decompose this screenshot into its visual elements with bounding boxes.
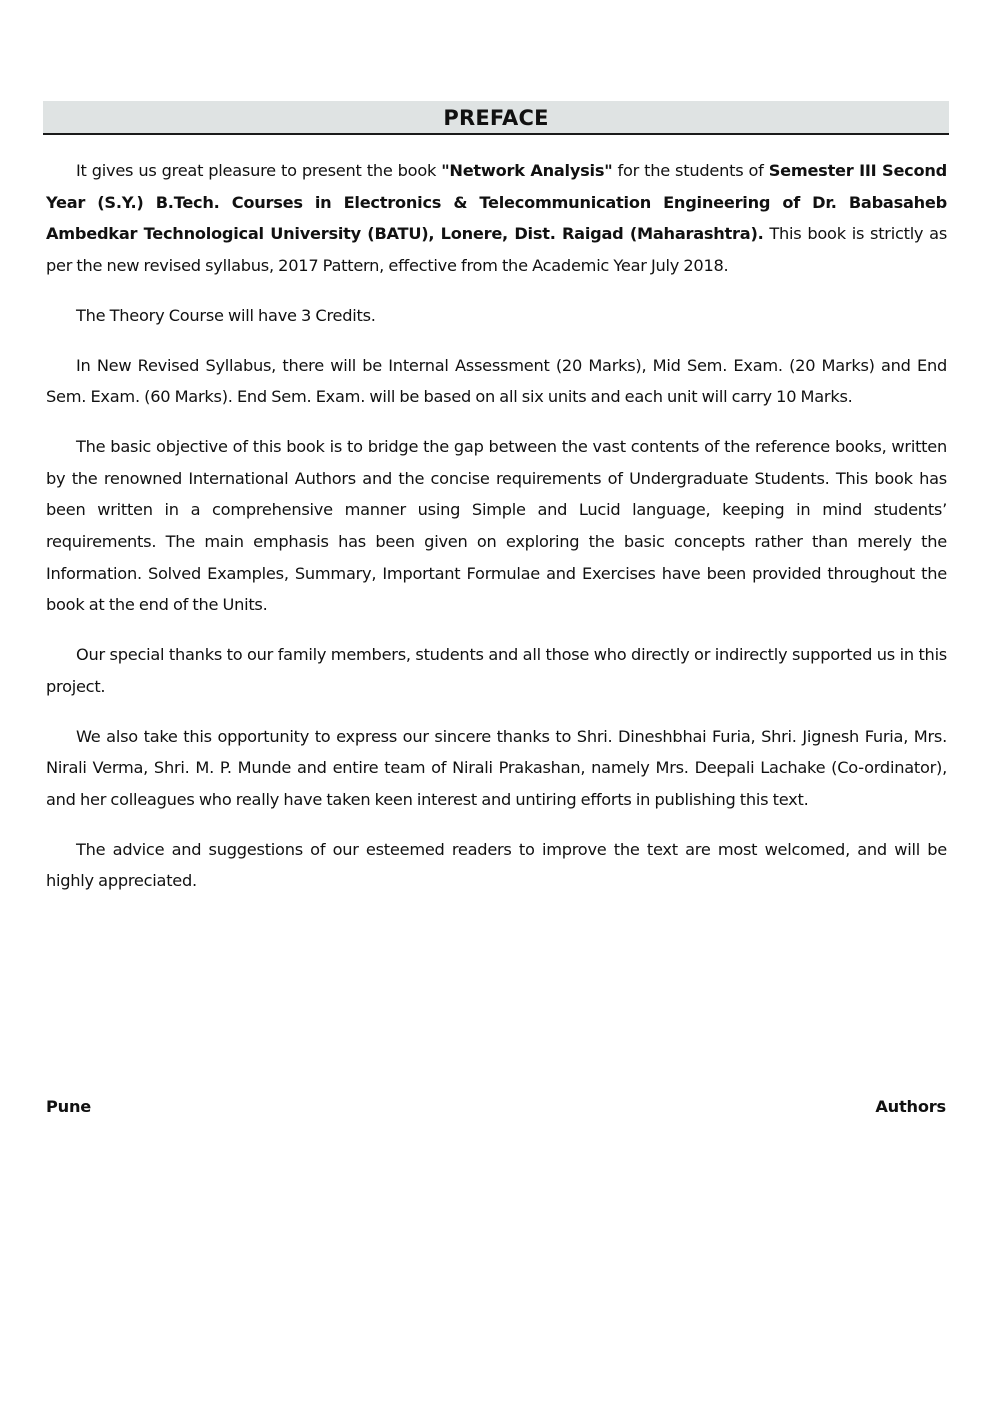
book-title: "Network Analysis" (441, 161, 613, 180)
intro-text-1: It gives us great pleasure to present the book (76, 161, 442, 180)
paragraph-thanks-family: Our special thanks to our family members, students and all those who directly or indirectly supported us in this project. (46, 645, 947, 696)
intro-text-3: This book is strictly as per the new revised syllabus, 2017 Pattern, effective from the Academic Year July 2018. (46, 224, 948, 276)
paragraph-assessment: In New Revised Syllabus, there will be Internal Assessment (20 Marks), Mid Sem. Exam. (20 Marks) and End Sem. Exam. (60 Marks). End Sem. Exam. will be based on all six units and each unit will carry 10 Marks. (46, 355, 947, 407)
signature-line (46, 1097, 946, 1116)
paragraph-thanks-publisher: We also take this opportunity to express our sincere thanks to Shri. Dineshbhai Furia, Shri. Jignesh Furia, Mrs. Nirali Verma, Shri. M. P. Munde and entire team of Nirali Prakashan, namely Mrs. Deepali Lachake (Co-ordinator), and her colleagues who really have taken keen interest and untiring efforts in publishing this text. (46, 726, 947, 809)
paragraph-intro (46, 155, 947, 282)
paragraph-credits: The Theory Course will have 3 Credits. (76, 305, 376, 325)
authors-label: Authors (875, 1097, 946, 1116)
paragraph-suggestions: The advice and suggestions of our esteemed readers to improve the text are most welcomed, and will be highly appreciated. (46, 839, 947, 891)
place-label: Pune (46, 1097, 92, 1116)
title-bar (43, 101, 949, 135)
page-title: PREFACE (443, 106, 549, 130)
paragraph-objective: The basic objective of this book is to bridge the gap between the vast contents of the reference books, written by the renowned International Authors and the concise requirements of Undergraduate Students. This book has been written in a comprehensive manner using Simple and Lucid language, keeping in mind students’ requirements. The main emphasis has been given on exploring the basic concepts rather than merely the Information. Solved Examples, Summary, Important Formulae and Exercises have been provided throughout the book at the end of the Units. (46, 436, 947, 615)
course-details: Semester III Second Year (S.Y.) B.Tech. Courses in Electronics & Telecommunication Engineering of Dr. Babasaheb Ambedkar Technological University (BATU), Lonere, Dist. Raigad (Maharashtra). (46, 161, 947, 244)
preface-body (46, 155, 947, 915)
intro-text-2: for the students of (612, 161, 769, 180)
